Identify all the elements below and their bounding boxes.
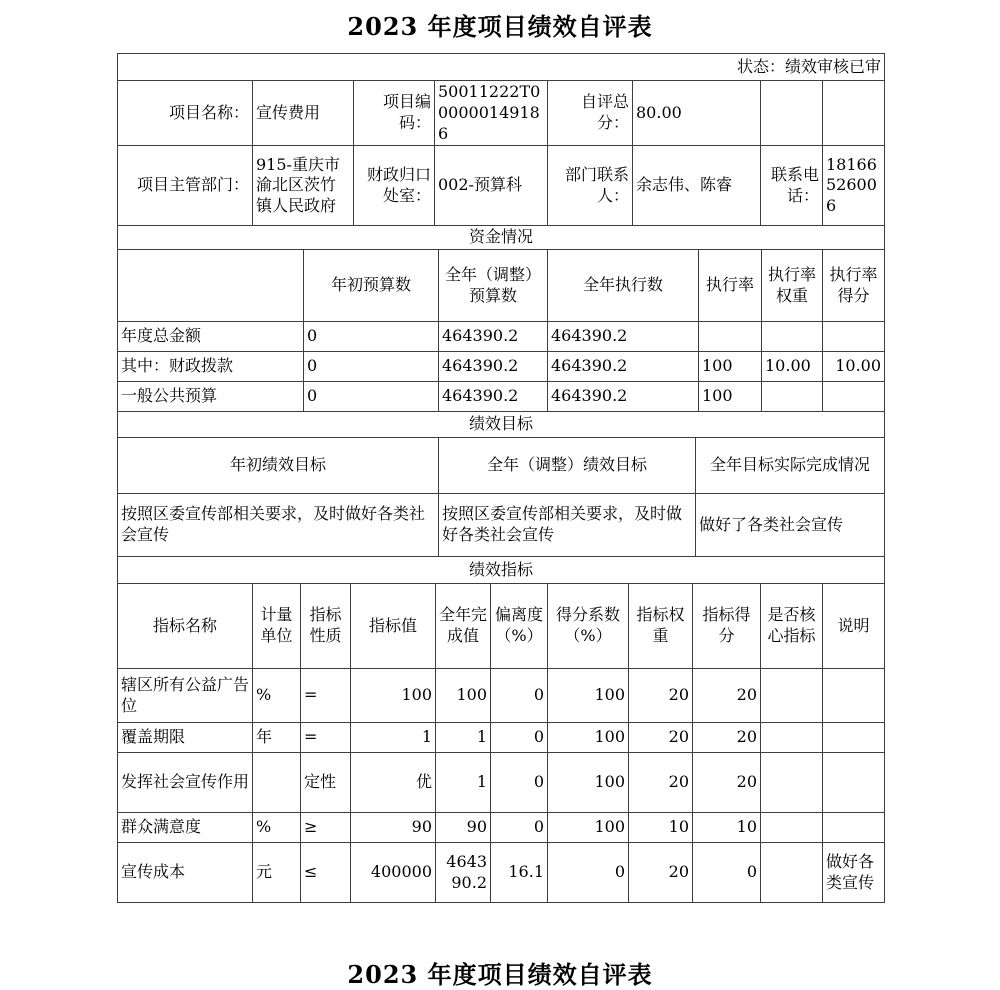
- indicators-table: [117, 556, 885, 903]
- indicator-completion: 464390.2: [436, 843, 491, 903]
- funding-header-rate-score: 执行率得分: [823, 250, 885, 322]
- indicator-score: 10: [693, 813, 761, 843]
- contact-person-label: 部门联系人：: [548, 146, 633, 226]
- indicator-row: [118, 813, 885, 843]
- indicator-coefficient: 100: [548, 723, 629, 753]
- funding-weight: [762, 322, 823, 352]
- funding-row-public-budget: [118, 382, 885, 412]
- indicator-coefficient: 100: [548, 813, 629, 843]
- indicator-deviation: 16.1: [491, 843, 548, 903]
- indicator-row: [118, 753, 885, 813]
- funding-initial: 0: [304, 382, 439, 412]
- next-page-title: 2023 年度项目绩效自评表: [347, 960, 653, 990]
- project-department-row: [118, 146, 885, 226]
- funding-table: [117, 225, 885, 412]
- indicator-core: [761, 669, 823, 723]
- project-name-value: 宣传费用: [253, 81, 354, 146]
- goals-actual-value: 做好了各类社会宣传: [696, 494, 885, 557]
- indicator-header-coefficient: 得分系数（%）: [548, 584, 629, 669]
- indicator-unit: 元: [253, 843, 301, 903]
- project-code-value: 50011222T000000149186: [435, 81, 548, 146]
- indicator-header-deviation: 偏离度（%）: [491, 584, 548, 669]
- department-label: 项目主管部门：: [118, 146, 253, 226]
- indicator-nature: =: [301, 669, 351, 723]
- indicator-score: 20: [693, 723, 761, 753]
- project-name-row: [118, 81, 885, 146]
- indicator-completion: 1: [436, 753, 491, 813]
- indicator-target: 400000: [351, 843, 436, 903]
- funding-adjusted: 464390.2: [439, 352, 548, 382]
- project-info-table: [117, 53, 885, 226]
- indicator-note: [823, 753, 885, 813]
- indicator-nature: =: [301, 723, 351, 753]
- indicator-deviation: 0: [491, 723, 548, 753]
- indicator-score: 20: [693, 753, 761, 813]
- goals-table: [117, 411, 885, 557]
- indicator-target: 90: [351, 813, 436, 843]
- indicator-target: 优: [351, 753, 436, 813]
- page-title: 2023 年度项目绩效自评表: [347, 12, 653, 41]
- funding-row-label: 其中：财政拨款: [118, 352, 304, 382]
- goals-header-initial: 年初绩效目标: [118, 438, 439, 494]
- indicator-score: 20: [693, 669, 761, 723]
- indicator-unit: %: [253, 669, 301, 723]
- contact-person-value: 余志伟、陈睿: [633, 146, 761, 226]
- funding-header-executed: 全年执行数: [548, 250, 699, 322]
- indicator-core: [761, 813, 823, 843]
- indicator-completion: 90: [436, 813, 491, 843]
- indicator-weight: 20: [629, 669, 693, 723]
- indicator-header-score: 指标得分: [693, 584, 761, 669]
- funding-score: [823, 322, 885, 352]
- funding-initial: 0: [304, 352, 439, 382]
- funding-header-row: [118, 250, 885, 322]
- funding-score: 10.00: [823, 352, 885, 382]
- indicator-header-note: 说明: [823, 584, 885, 669]
- funding-weight: 10.00: [762, 352, 823, 382]
- self-score-label: 自评总分：: [548, 81, 633, 146]
- funding-adjusted: 464390.2: [439, 322, 548, 352]
- funding-executed: 464390.2: [548, 382, 699, 412]
- indicator-completion: 100: [436, 669, 491, 723]
- indicator-row: [118, 723, 885, 753]
- indicator-header-core: 是否核心指标: [761, 584, 823, 669]
- self-score-value: 80.00: [633, 81, 761, 146]
- indicator-note: [823, 669, 885, 723]
- indicator-completion: 1: [436, 723, 491, 753]
- indicator-coefficient: 100: [548, 753, 629, 813]
- funding-header-initial-budget: 年初预算数: [304, 250, 439, 322]
- indicator-header-nature: 指标性质: [301, 584, 351, 669]
- funding-initial: 0: [304, 322, 439, 352]
- indicator-core: [761, 753, 823, 813]
- indicator-weight: 10: [629, 813, 693, 843]
- indicator-unit: 年: [253, 723, 301, 753]
- indicator-name: 辖区所有公益广告位: [118, 669, 253, 723]
- funding-score: [823, 382, 885, 412]
- indicator-name: 宣传成本: [118, 843, 253, 903]
- indicator-weight: 20: [629, 843, 693, 903]
- indicator-nature: ≥: [301, 813, 351, 843]
- project-code-label: 项目编码：: [354, 81, 435, 146]
- indicator-note: [823, 723, 885, 753]
- goals-adjusted-value: 按照区委宣传部相关要求，及时做好各类社会宣传: [439, 494, 696, 557]
- indicator-coefficient: 0: [548, 843, 629, 903]
- indicator-name: 群众满意度: [118, 813, 253, 843]
- funding-executed: 464390.2: [548, 352, 699, 382]
- phone-value: 18166526006: [823, 146, 885, 226]
- funding-row-total: [118, 322, 885, 352]
- finance-office-label: 财政归口处室：: [354, 146, 435, 226]
- indicator-deviation: 0: [491, 813, 548, 843]
- indicators-section-row: [118, 557, 885, 584]
- indicator-name: 发挥社会宣传作用: [118, 753, 253, 813]
- indicator-unit: [253, 753, 301, 813]
- indicators-section-title: 绩效指标: [118, 557, 885, 584]
- funding-rate: [699, 322, 762, 352]
- empty-cell: [761, 81, 823, 146]
- goals-header-actual: 全年目标实际完成情况: [696, 438, 885, 494]
- funding-header-rate-weight: 执行率权重: [762, 250, 823, 322]
- funding-section-row: [118, 226, 885, 250]
- status-text: 状态：绩效审核已审: [118, 54, 885, 81]
- phone-label: 联系电话：: [761, 146, 823, 226]
- indicator-header-weight: 指标权重: [629, 584, 693, 669]
- funding-adjusted: 464390.2: [439, 382, 548, 412]
- goals-header-row: [118, 438, 885, 494]
- funding-section-title: 资金情况: [118, 226, 885, 250]
- indicator-nature: 定性: [301, 753, 351, 813]
- goals-section-row: [118, 412, 885, 438]
- indicator-header-name: 指标名称: [118, 584, 253, 669]
- tables-container: [117, 53, 884, 903]
- funding-header-adjusted-budget: 全年（调整）预算数: [439, 250, 548, 322]
- funding-executed: 464390.2: [548, 322, 699, 352]
- indicator-core: [761, 843, 823, 903]
- funding-rate: 100: [699, 382, 762, 412]
- indicator-target: 1: [351, 723, 436, 753]
- indicator-header-target: 指标值: [351, 584, 436, 669]
- funding-header-exec-rate: 执行率: [699, 250, 762, 322]
- funding-rate: 100: [699, 352, 762, 382]
- indicator-core: [761, 723, 823, 753]
- finance-office-value: 002-预算科: [435, 146, 548, 226]
- goals-content-row: [118, 494, 885, 557]
- indicator-header-unit: 计量单位: [253, 584, 301, 669]
- funding-row-label: 一般公共预算: [118, 382, 304, 412]
- project-name-label: 项目名称：: [118, 81, 253, 146]
- funding-row-fiscal: [118, 352, 885, 382]
- indicator-note: [823, 813, 885, 843]
- indicator-nature: ≤: [301, 843, 351, 903]
- goals-initial-value: 按照区委宣传部相关要求，及时做好各类社会宣传: [118, 494, 439, 557]
- indicator-row: [118, 843, 885, 903]
- indicator-target: 100: [351, 669, 436, 723]
- indicator-weight: 20: [629, 753, 693, 813]
- indicator-deviation: 0: [491, 753, 548, 813]
- goals-header-adjusted: 全年（调整）绩效目标: [439, 438, 696, 494]
- goals-section-title: 绩效目标: [118, 412, 885, 438]
- indicator-note: 做好各类宣传: [823, 843, 885, 903]
- indicator-score: 0: [693, 843, 761, 903]
- status-row: [118, 54, 885, 81]
- indicators-header-row: [118, 584, 885, 669]
- indicator-unit: %: [253, 813, 301, 843]
- empty-cell: [823, 81, 885, 146]
- funding-weight: [762, 382, 823, 412]
- department-value: 915-重庆市渝北区茨竹镇人民政府: [253, 146, 354, 226]
- indicator-coefficient: 100: [548, 669, 629, 723]
- funding-row-label: 年度总金额: [118, 322, 304, 352]
- funding-header-blank: [118, 250, 304, 322]
- indicator-name: 覆盖期限: [118, 723, 253, 753]
- indicator-row: [118, 669, 885, 723]
- indicator-weight: 20: [629, 723, 693, 753]
- indicator-header-completion: 全年完成值: [436, 584, 491, 669]
- indicator-deviation: 0: [491, 669, 548, 723]
